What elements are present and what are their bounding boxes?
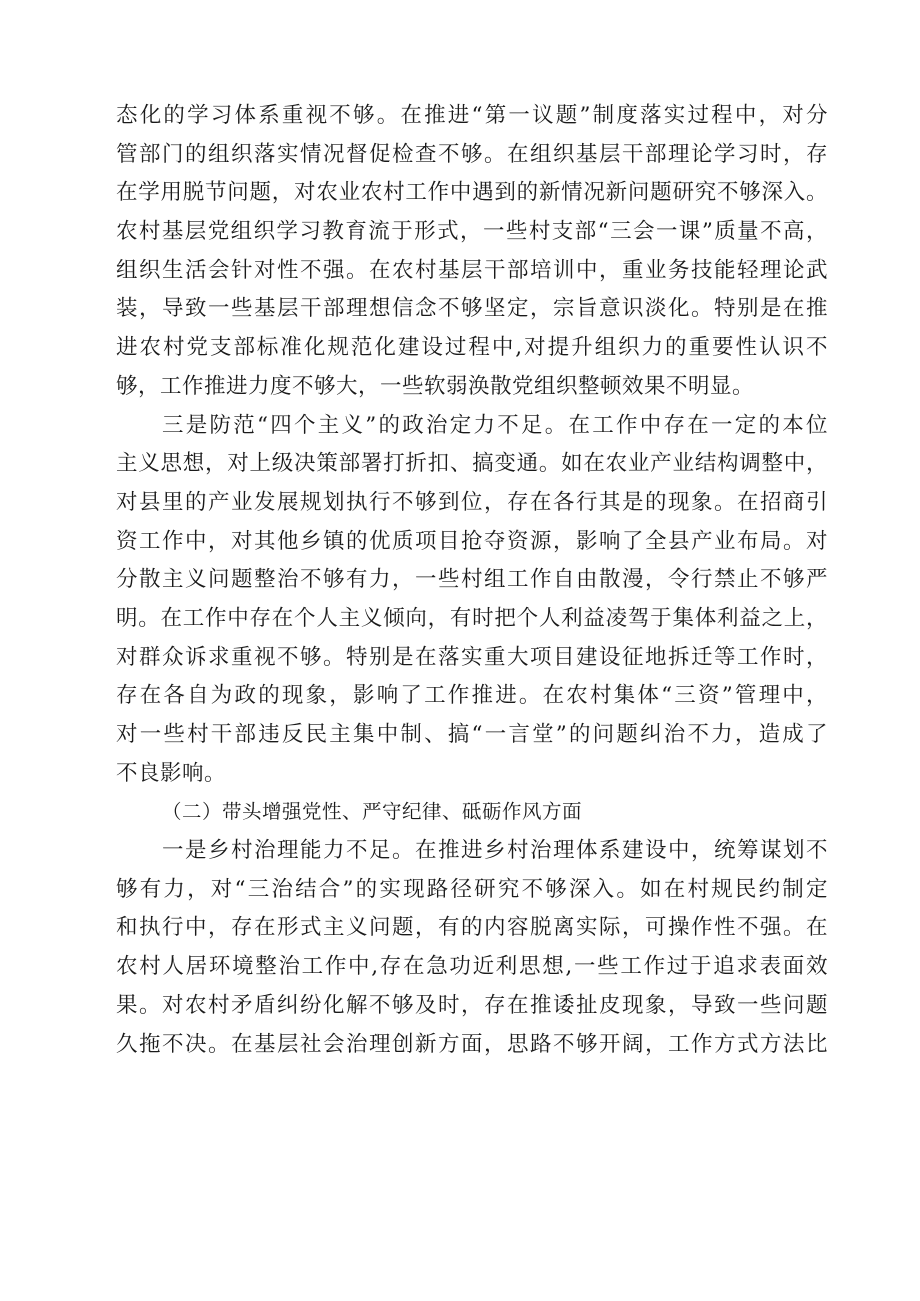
text-line: 进农村党支部标准化规范化建设过程中,对提升组织力的重要性认识不 xyxy=(116,335,828,361)
text-line: 态化的学习体系重视不够。在推进“第一议题”制度落实过程中，对分 xyxy=(116,103,828,128)
text-line: 和执行中，存在形式主义问题，有的内容脱离实际，可操作性不强。在 xyxy=(116,915,828,941)
text-line: 存在各自为政的现象，影响了工作推进。在农村集体“三资”管理中， xyxy=(116,683,828,709)
text-line: 资工作中，对其他乡镇的优质项目抢夺资源，影响了全县产业布局。对 xyxy=(116,528,828,554)
text-line: 对县里的产业发展规划执行不够到位，存在各行其是的现象。在招商引 xyxy=(116,489,828,515)
text-line: 农村基层党组织学习教育流于形式，一些村支部“三会一课”质量不高， xyxy=(116,219,828,245)
text-line: 管部门的组织落实情况督促检查不够。在组织基层干部理论学习时，存 xyxy=(116,141,828,167)
text-line: 装，导致一些基层干部理想信念不够坚定，宗旨意识淡化。特别是在推 xyxy=(116,296,828,322)
text-line: 组织生活会针对性不强。在农村基层干部培训中，重业务技能轻理论武 xyxy=(116,257,828,283)
section-heading: （二）带头增强党性、严守纪律、砥砺作风方面 xyxy=(162,800,583,824)
text-line: 一是乡村治理能力不足。在推进乡村治理体系建设中，统筹谋划不 xyxy=(162,838,828,864)
text-line: 在学用脱节问题，对农业农村工作中遇到的新情况新问题研究不够深入。 xyxy=(116,180,828,206)
text-line: 明。在工作中存在个人主义倾向，有时把个人利益凌驾于集体利益之上， xyxy=(116,605,828,631)
text-line: 农村人居环境整治工作中,存在急功近利思想,一些工作过于追求表面效 xyxy=(116,954,828,980)
text-line: 主义思想，对上级决策部署打折扣、搞变通。如在农业产业结构调整中， xyxy=(116,451,828,477)
text-line: 三是防范“四个主义”的政治定力不足。在工作中存在一定的本位 xyxy=(162,412,828,438)
document-page xyxy=(116,97,828,1064)
text-line: 不良影响。 xyxy=(116,760,227,786)
text-line: 够，工作推进力度不够大，一些软弱涣散党组织整顿效果不明显。 xyxy=(116,373,755,399)
text-line: 对群众诉求重视不够。特别是在落实重大项目建设征地拆迁等工作时， xyxy=(116,644,828,670)
text-line: 够有力，对“三治结合”的实现路径研究不够深入。如在村规民约制定 xyxy=(116,876,828,902)
text-line: 对一些村干部违反民主集中制、搞“一言堂”的问题纠治不力，造成了 xyxy=(116,722,828,747)
text-line: 果。对农村矛盾纠纷化解不够及时，存在推诿扯皮现象，导致一些问题 xyxy=(116,992,828,1018)
text-line: 久拖不决。在基层社会治理创新方面，思路不够开阔，工作方式方法比 xyxy=(116,1031,828,1057)
text-line: 分散主义问题整治不够有力，一些村组工作自由散漫，令行禁止不够严 xyxy=(116,567,828,593)
